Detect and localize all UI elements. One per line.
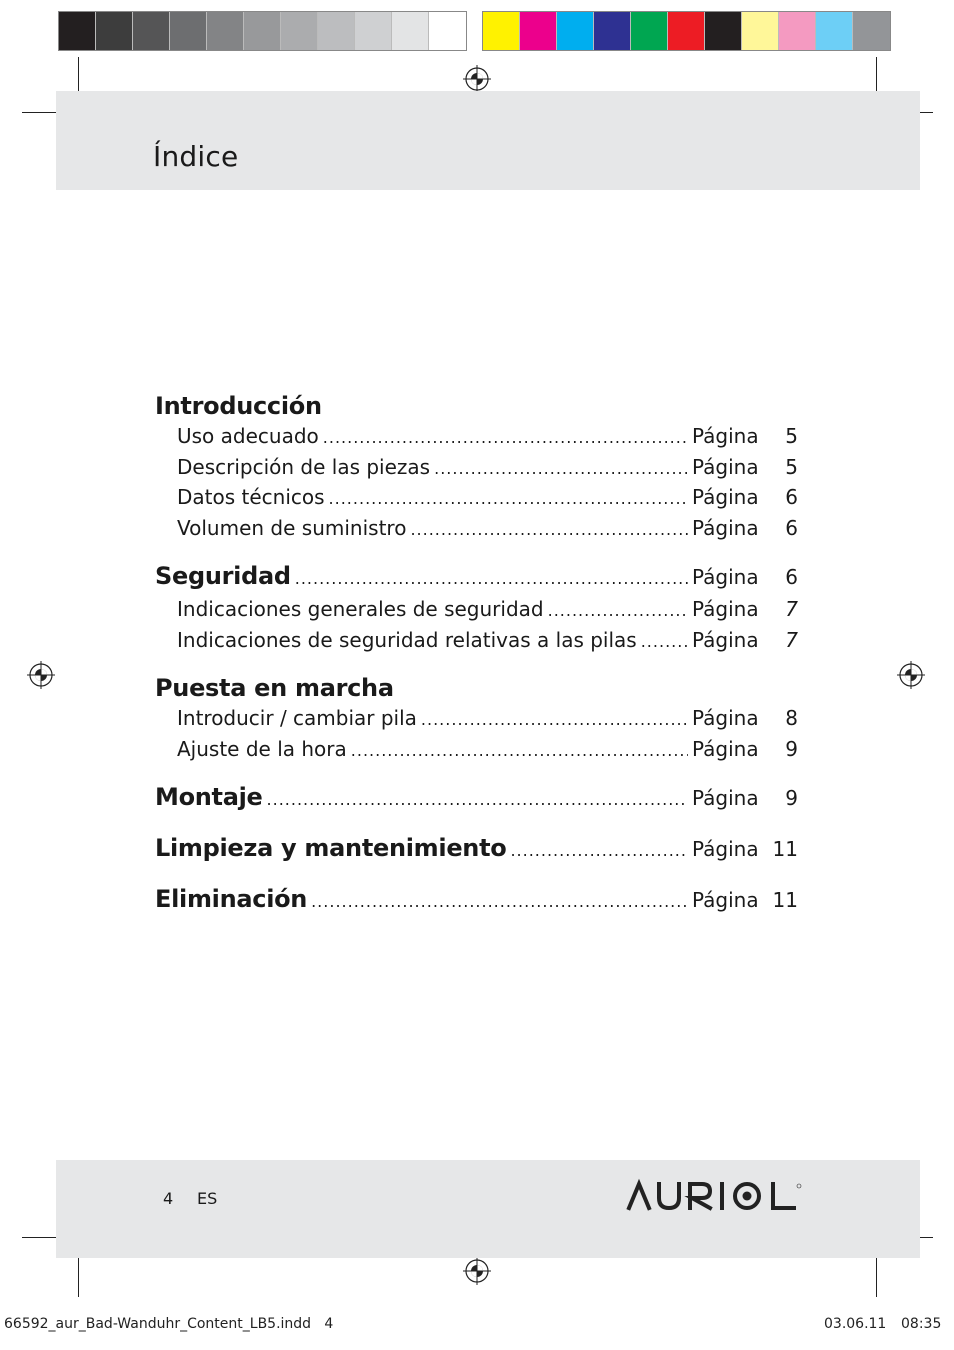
section-heading: Eliminación — [155, 885, 308, 913]
section-heading: Montaje — [155, 783, 263, 811]
gray-swatch — [59, 12, 96, 50]
toc-entry[interactable] — [155, 781, 798, 816]
entry-label: Indicaciones de seguridad relativas a las pilas — [177, 627, 637, 652]
entry-label: Descripción de las piezas — [177, 454, 431, 479]
color-swatch — [594, 12, 631, 50]
toc-section-seguridad — [155, 560, 798, 656]
entry-label: Ajuste de la hora — [177, 736, 347, 761]
page-number: 6 — [785, 515, 798, 540]
color-swatch — [816, 12, 853, 50]
registration-mark-icon — [896, 660, 926, 690]
registration-mark-icon — [462, 64, 492, 94]
gray-swatch — [355, 12, 392, 50]
page-number: 6 — [785, 485, 798, 509]
toc-entry[interactable] — [155, 595, 798, 626]
page-word: Página — [692, 565, 759, 589]
dot-leader — [323, 423, 688, 453]
page-number: 9 — [785, 736, 798, 761]
page-number: 11 — [772, 888, 798, 912]
page-word: Página — [692, 736, 759, 761]
toc-section-puesta-en-marcha — [155, 672, 798, 765]
dot-leader — [510, 835, 688, 867]
toc-entry[interactable] — [155, 883, 798, 918]
page-word: Página — [692, 837, 759, 861]
page-number: 5 — [785, 424, 798, 448]
gray-swatch — [392, 12, 429, 50]
toc-entry[interactable] — [155, 832, 798, 867]
toc-entry[interactable] — [155, 704, 798, 735]
page-number: 11 — [772, 837, 798, 861]
toc-entry[interactable] — [155, 626, 798, 657]
gray-swatch — [96, 12, 133, 50]
page-word: Página — [692, 597, 759, 621]
page-number-footer: 4 — [163, 1189, 174, 1208]
slug-time: 08:35 — [901, 1316, 942, 1332]
entry-label: Uso adecuado — [177, 424, 319, 448]
page-word: Página — [692, 515, 759, 540]
page-word: Página — [692, 888, 759, 912]
dot-leader — [548, 596, 688, 626]
gray-swatch — [244, 12, 281, 50]
page-number: 9 — [785, 786, 798, 810]
dot-leader — [295, 563, 688, 595]
table-of-contents — [155, 390, 798, 934]
slug-date: 03.06.11 — [824, 1316, 887, 1332]
gray-swatch — [318, 12, 355, 50]
process-color-bar — [482, 11, 891, 51]
color-swatch — [779, 12, 816, 50]
dot-leader — [311, 886, 688, 918]
color-swatch — [520, 12, 557, 50]
toc-entry[interactable] — [155, 483, 798, 514]
toc-entry[interactable] — [155, 735, 798, 766]
section-heading: Seguridad — [155, 562, 291, 590]
dot-leader — [434, 454, 688, 484]
slug-filename: 66592_aur_Bad-Wanduhr_Content_LB5.indd 4 — [4, 1316, 334, 1332]
gray-swatch — [170, 12, 207, 50]
gray-swatch — [207, 12, 244, 50]
page-number: 8 — [785, 706, 798, 730]
dot-leader — [410, 515, 688, 545]
page-word: Página — [692, 706, 759, 730]
page-title: Índice — [153, 140, 239, 173]
dot-leader — [267, 784, 688, 816]
dot-leader — [421, 705, 688, 735]
toc-section-introduccion — [155, 390, 798, 544]
entry-label: Volumen de suministro — [177, 515, 407, 540]
gray-swatch — [133, 12, 170, 50]
gray-ramp-bar — [58, 11, 467, 51]
toc-entry[interactable] — [155, 453, 798, 484]
color-swatch — [705, 12, 742, 50]
registration-mark-icon — [462, 1256, 492, 1286]
page-word: Página — [692, 485, 759, 509]
color-swatch — [742, 12, 779, 50]
toc-section-limpieza — [155, 832, 798, 867]
entry-label: Indicaciones generales de seguridad — [177, 597, 544, 621]
toc-entry[interactable] — [155, 514, 798, 545]
dot-leader — [329, 484, 688, 514]
color-swatch — [483, 12, 520, 50]
gray-swatch — [281, 12, 318, 50]
section-heading: Limpieza y mantenimiento — [155, 834, 507, 862]
dot-leader — [351, 736, 688, 766]
page-word: Página — [692, 627, 759, 652]
toc-section-eliminacion — [155, 883, 798, 918]
entry-label: Datos técnicos — [177, 485, 325, 509]
section-heading: Puesta en marcha — [155, 674, 394, 702]
toc-section-montaje — [155, 781, 798, 816]
page-word: Página — [692, 424, 759, 448]
language-code: ES — [197, 1189, 218, 1208]
color-swatch — [668, 12, 705, 50]
auriol-logo — [626, 1178, 802, 1214]
color-swatch — [557, 12, 594, 50]
color-swatch — [853, 12, 890, 50]
crop-mark — [876, 1252, 877, 1297]
color-swatch — [631, 12, 668, 50]
page-word: Página — [692, 454, 759, 479]
crop-mark — [78, 1252, 79, 1297]
page-number: 7 — [785, 597, 798, 621]
section-heading: Introducción — [155, 392, 322, 420]
page-number: 6 — [785, 565, 798, 589]
toc-entry[interactable] — [155, 422, 798, 453]
gray-swatch — [429, 12, 466, 50]
registration-mark-icon — [26, 660, 56, 690]
page-number: 5 — [785, 454, 798, 479]
page-word: Página — [692, 786, 759, 810]
dot-leader — [641, 627, 688, 657]
entry-label: Introducir / cambiar pila — [177, 706, 417, 730]
page-number: 7 — [785, 627, 798, 652]
toc-entry[interactable] — [155, 560, 798, 595]
